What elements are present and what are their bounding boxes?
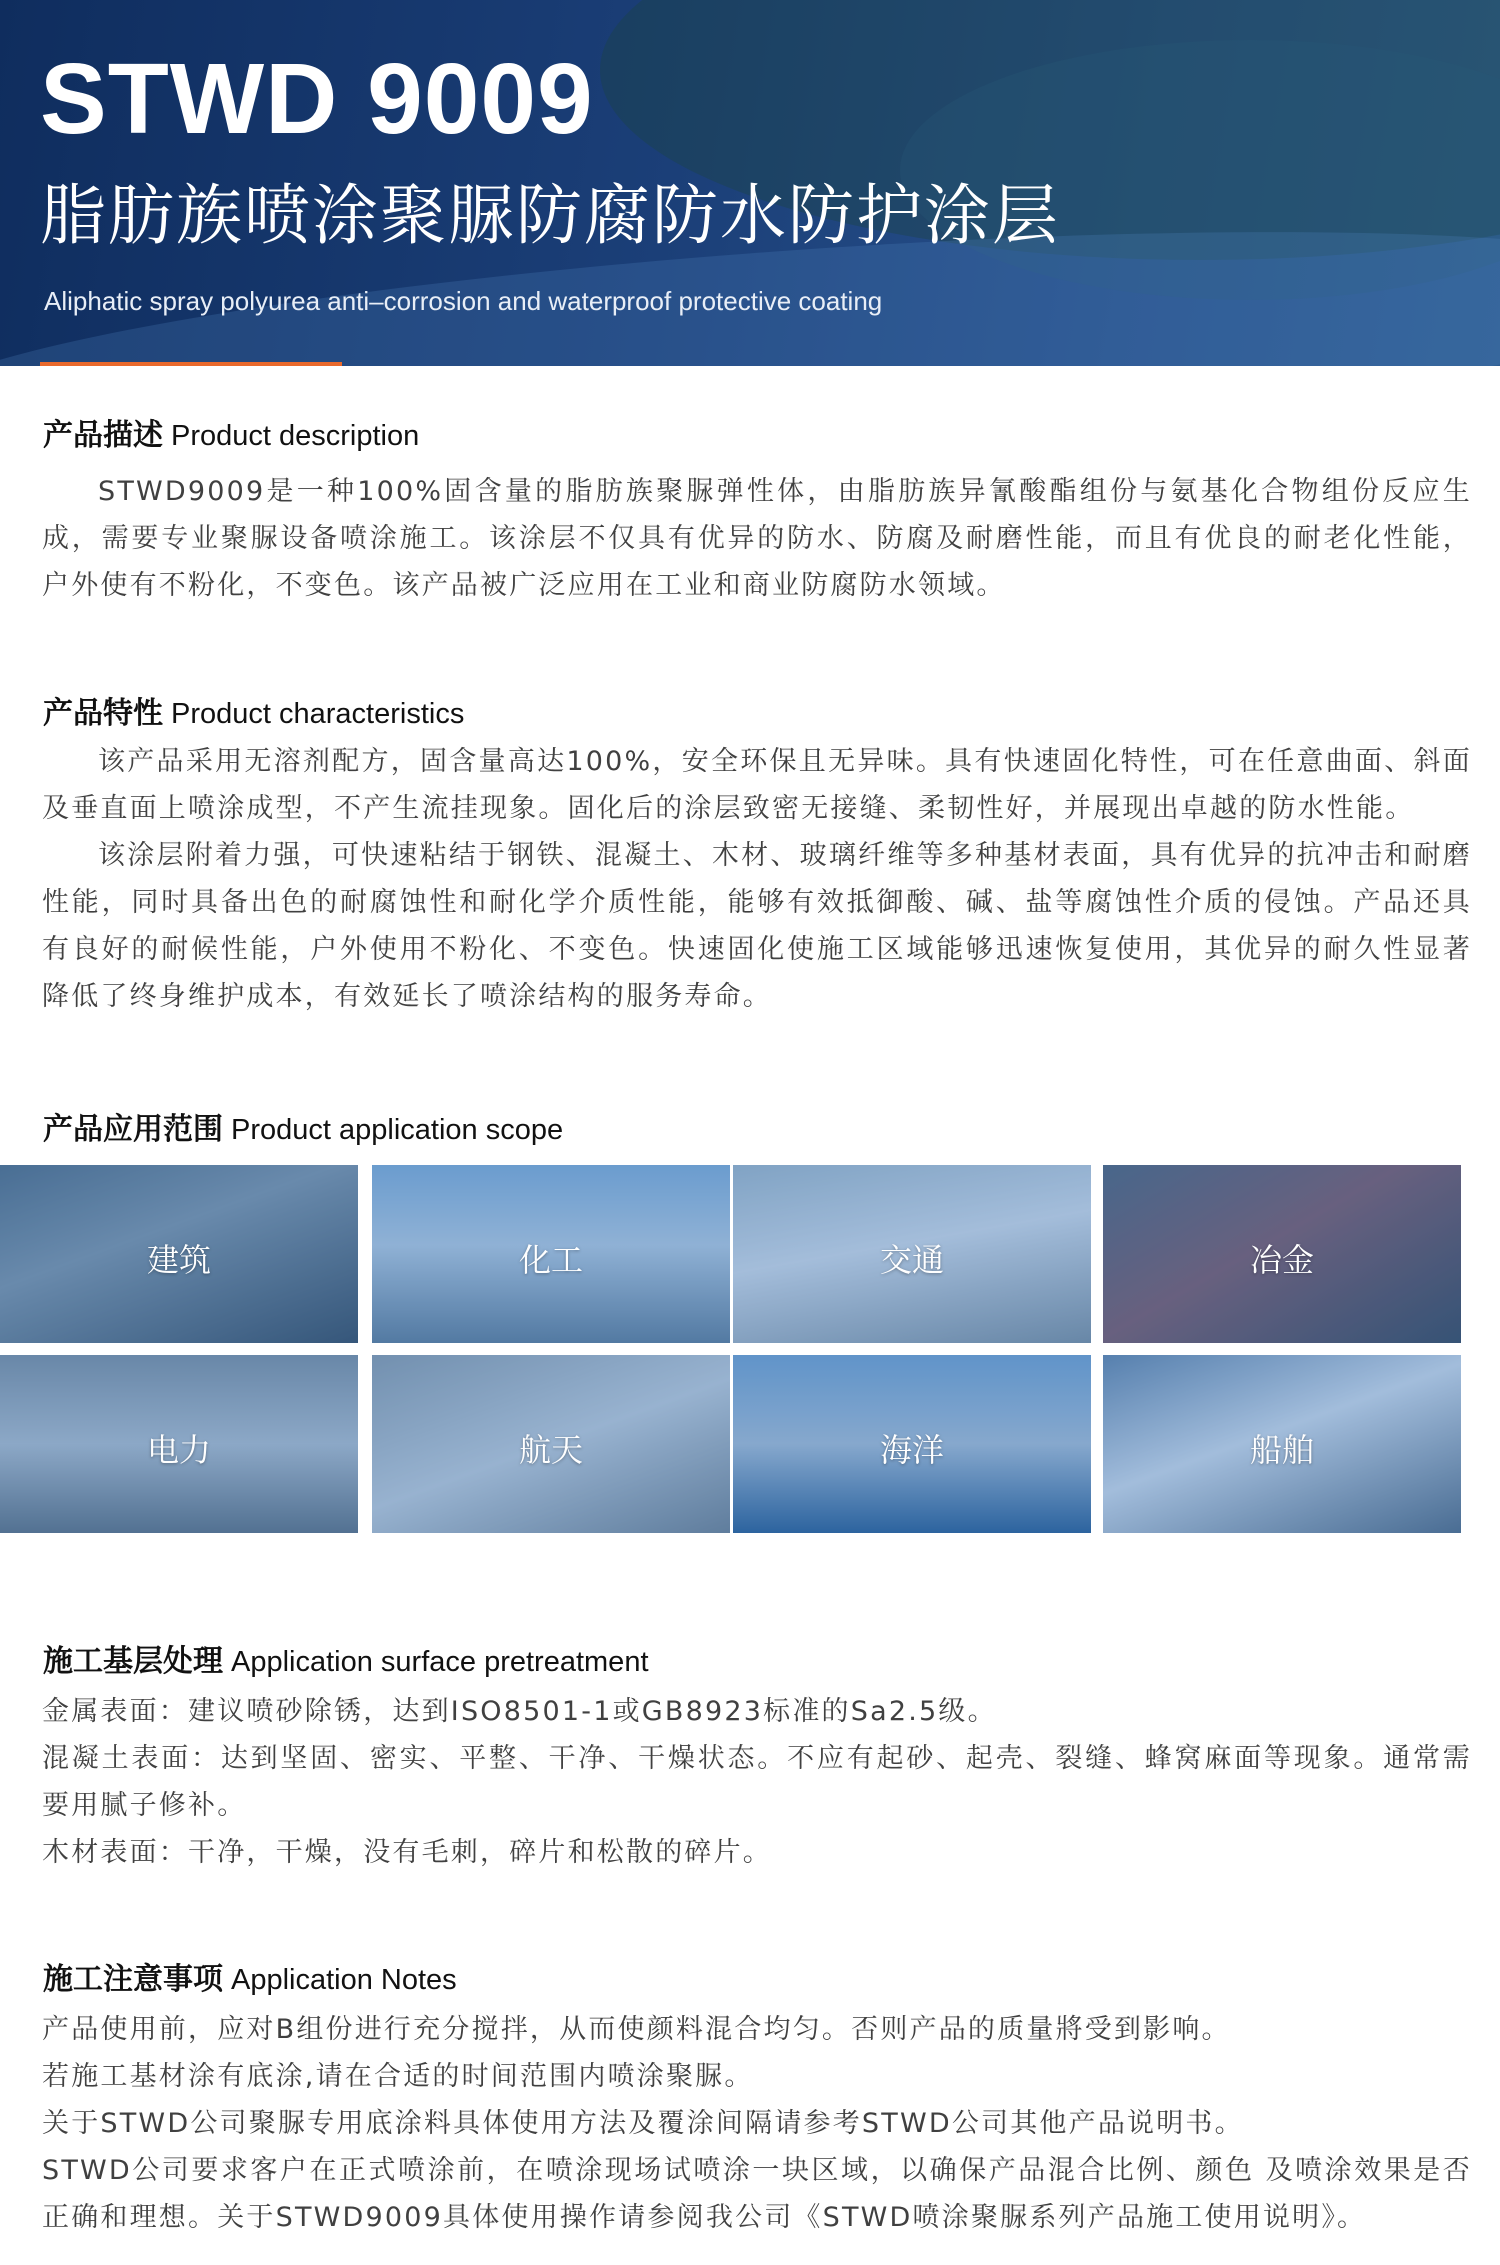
paragraph: 产品使用前，应对B组份进行充分搅拌，从而使颜料混合均匀。否则产品的质量將受到影响。: [42, 2014, 1231, 2045]
section-title-en: Application surface pretreatment: [231, 1646, 649, 1678]
paragraph: 该涂层附着力强，可快速粘结于钢铁、混凝土、木材、玻璃纤维等多种基材表面，具有优异的抗冲击和耐磨性能，同时具备出色的耐腐蚀性和耐化学介质性能，能够有效抵御酸、碱、盐等腐蚀性介质的侵蚀。产品还具有良好的耐候性能，户外使用不粉化、不变色。快速固化使施工区域能够迅速恢复使用，其优异的耐久性显著降低了终身维护成本，有效延长了喷涂结构的服务寿命。: [42, 840, 1472, 1012]
section-title-en: Product application scope: [231, 1114, 564, 1146]
section-title-en: Application Notes: [231, 1964, 457, 1996]
section-title-cn: 施工基层处理: [43, 1644, 223, 1679]
product-subtitle-en: Aliphatic spray polyurea anti–corrosion and waterproof protective coating: [44, 286, 883, 316]
accent-bar: [40, 362, 342, 366]
tile-label: 电力: [146, 1431, 211, 1469]
tile-marine: [733, 1355, 1091, 1533]
section-title-scope: [43, 1104, 563, 1148]
section-title-en: Product description: [171, 420, 420, 452]
tile-shipbuilding: [1103, 1355, 1461, 1533]
section-title-cn: 产品应用范围: [43, 1112, 223, 1147]
section-title-cn: 施工注意事项: [43, 1962, 223, 1997]
tile-label: 冶金: [1249, 1241, 1314, 1279]
paragraph: STWD公司要求客户在正式喷涂前，在喷涂现场试喷涂一块区域，以确保产品混合比例、颜色 及喷涂效果是否正确和理想。关于STWD9009具体使用操作请参阅我公司《STWD喷涂聚脲系列产品施工使用说明》。: [42, 2155, 1472, 2233]
tile-transport: [733, 1165, 1091, 1343]
section-title-characteristics: [43, 688, 464, 732]
paragraph: 木材表面：干净，干燥，没有毛刺，碎片和松散的碎片。: [42, 1837, 772, 1868]
characteristics-body: [42, 738, 1472, 1020]
paragraph: 若施工基材涂有底涂,请在合适的时间范围内喷涂聚脲。: [42, 2061, 754, 2092]
paragraph: 关于STWD公司聚脲专用底涂料具体使用方法及覆涂间隔请参考STWD公司其他产品说明书。: [42, 2108, 1244, 2139]
tile-label: 航天: [518, 1431, 583, 1469]
product-model: STWD 9009: [40, 43, 594, 155]
section-title-cn: 产品描述: [43, 418, 163, 453]
tile-label: 化工: [518, 1241, 583, 1279]
hero-banner: [0, 0, 1500, 366]
tile-construction: [0, 1165, 358, 1343]
tile-label: 海洋: [879, 1431, 944, 1469]
tile-label: 建筑: [146, 1241, 211, 1279]
notes-body: [42, 2006, 1472, 2241]
pretreatment-body: [42, 1688, 1472, 1876]
tile-chemical: [372, 1165, 730, 1343]
description-body: [42, 468, 1472, 609]
paragraph: 混凝土表面：达到坚固、密实、平整、干净、干燥状态。不应有起砂、起壳、裂缝、蜂窝麻面等现象。通常需要用腻子修补。: [42, 1743, 1472, 1821]
tile-label: 船舶: [1249, 1431, 1314, 1469]
tile-metallurgy: [1103, 1165, 1461, 1343]
tile-power: [0, 1355, 358, 1533]
tile-aerospace: [372, 1355, 730, 1533]
section-title-cn: 产品特性: [43, 696, 163, 731]
product-title-cn: 脂肪族喷涂聚脲防腐防水防护涂层: [40, 177, 1060, 254]
paragraph: STWD9009是一种100%固含量的脂肪族聚脲弹性体，由脂肪族异氰酸酯组份与氨基化合物组份反应生成，需要专业聚脲设备喷涂施工。该涂层不仅具有优异的防水、防腐及耐磨性能，而且有优良的耐老化性能，户外使有不粉化，不变色。该产品被广泛应用在工业和商业防腐防水领域。: [42, 476, 1472, 601]
tile-label: 交通: [879, 1241, 944, 1279]
section-title-notes: [43, 1954, 457, 1998]
application-grid: [0, 1165, 1470, 1535]
paragraph: 金属表面：建议喷砂除锈，达到ISO8501-1或GB8923标准的Sa2.5级。: [42, 1696, 997, 1727]
section-title-pretreatment: [43, 1636, 649, 1680]
paragraph: 该产品采用无溶剂配方，固含量高达100%，安全环保且无异味。具有快速固化特性，可在任意曲面、斜面及垂直面上喷涂成型，不产生流挂现象。固化后的涂层致密无接缝、柔韧性好，并展现出卓越的防水性能。: [42, 746, 1472, 824]
section-title-description: [43, 410, 419, 454]
section-title-en: Product characteristics: [171, 698, 465, 730]
